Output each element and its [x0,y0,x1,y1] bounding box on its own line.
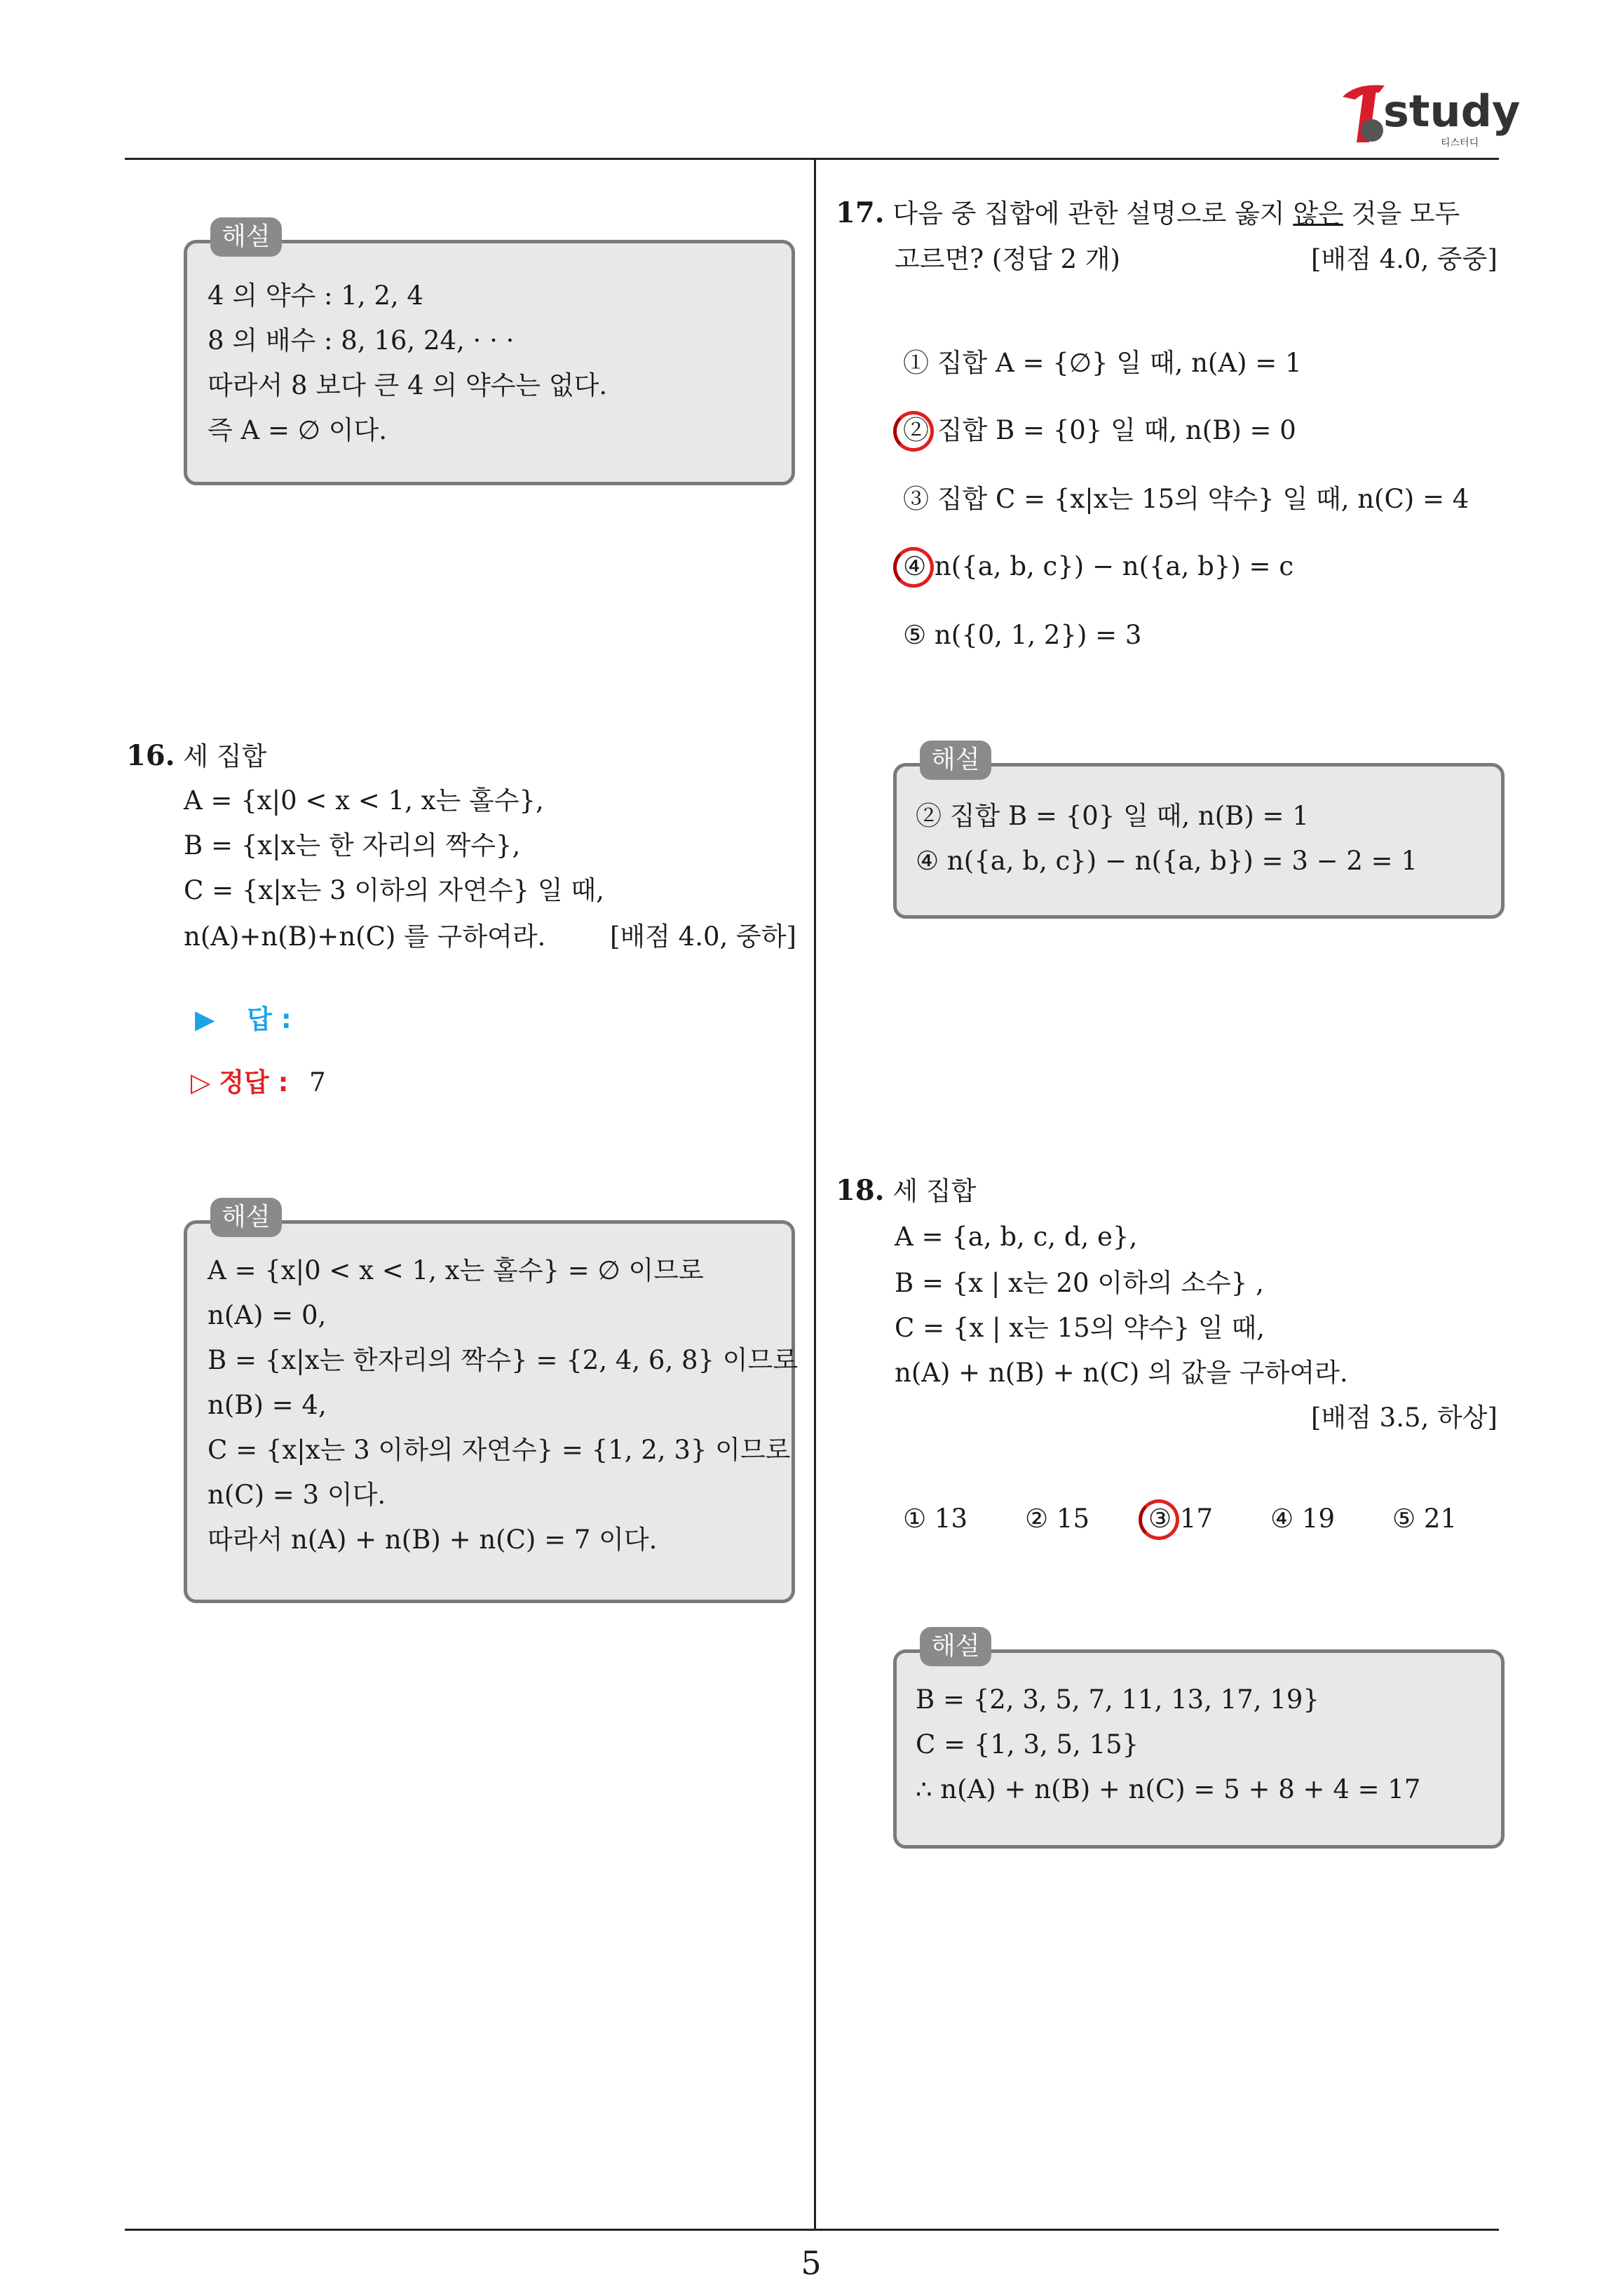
question-line: C = {x|x는 3 이하의 자연수} 일 때, [184,875,604,905]
question-title: 세 집합 [183,741,267,771]
explanation-line: 8 의 배수 : 8, 16, 24, · · · [208,325,515,356]
svg-text:티스터디: 티스터디 [1441,137,1479,149]
choice-3: ③ 집합 C = {x|x는 15의 약수} 일 때, n(C) = 4 [903,484,1469,514]
question-number: 16. [126,739,175,772]
correct-answer-row [191,1066,326,1100]
choice-2: ② 집합 B = {0} 일 때, n(B) = 0 [903,415,1296,445]
selected-mark-icon [893,411,934,452]
explanation-line: B = {x|x는 한자리의 짝수} = {2, 4, 6, 8} 이므로 [208,1345,799,1375]
explanation-line: n(B) = 4, [208,1390,327,1420]
explanation-tag: 해설 [920,1627,991,1666]
question-line: n(A) + n(B) + n(C) 의 값을 구하여라. [895,1358,1348,1388]
selected-mark-icon [893,547,934,588]
logo-mark-icon [1336,76,1521,153]
explanation-line: 따라서 8 보다 큰 4 의 약수는 없다. [208,370,608,400]
explanation-tag: 해설 [210,217,282,257]
question-text-pre: 다음 중 집합에 관한 설명으로 옳지 [892,198,1293,229]
choice-2: ② 15 [1025,1504,1090,1534]
explanation-line: 즉 A = ∅ 이다. [208,415,387,445]
question-line: 고르면? (정답 2 개) [895,244,1120,274]
explanation-line: 따라서 n(A) + n(B) + n(C) = 7 이다. [208,1525,658,1555]
explanation-tag: 해설 [210,1198,282,1237]
question-line: A = {x|0 < x < 1, x는 홀수}, [184,785,544,816]
question-score: [배점 4.0, 중하] [610,921,796,952]
question-number: 17. [836,196,885,229]
choice-1: ① 13 [903,1504,968,1534]
choice-3: ③ 17 [1148,1504,1214,1534]
correct-label: 정답 : [219,1067,289,1098]
choice-4: ④ 19 [1270,1504,1336,1534]
explanation-line: ∴ n(A) + n(B) + n(C) = 5 + 8 + 4 = 17 [916,1774,1421,1804]
explanation-box-15 [184,240,795,485]
header-rule [125,158,1499,160]
explanation-line: n(A) = 0, [208,1300,327,1330]
explanation-tag: 해설 [920,741,991,780]
question-text-post: 것을 모두 [1343,198,1460,229]
question-title: 세 집합 [892,1176,977,1206]
explanation-box-17 [893,763,1505,919]
filled-triangle-icon: ▶ [195,1004,215,1034]
question-number: 18. [836,1174,885,1207]
correct-value: 7 [309,1067,326,1098]
choice-5: ⑤ n({0, 1, 2}) = 3 [903,620,1142,650]
svg-text:study: study [1383,86,1521,137]
question-line: n(A)+n(B)+n(C) 를 구하여라. [184,921,546,952]
answer-label: 답 : [247,1004,292,1034]
explanation-line: A = {x|0 < x < 1, x는 홀수} = ∅ 이므로 [208,1255,704,1285]
question-score: [배점 3.5, 하상] [1311,1403,1498,1433]
outline-triangle-icon: ▷ [191,1067,211,1098]
explanation-line: C = {1, 3, 5, 15} [916,1729,1139,1760]
selected-mark-icon [1139,1499,1179,1540]
answer-row [195,1003,292,1036]
choice-5: ⑤ 21 [1392,1504,1458,1534]
choice-1: ① 집합 A = {∅} 일 때, n(A) = 1 [903,348,1302,378]
question-line: C = {x | x는 15의 약수} 일 때, [895,1313,1265,1343]
explanation-line: 4 의 약수 : 1, 2, 4 [208,281,423,311]
question-score: [배점 4.0, 중중] [1311,244,1498,274]
page-number: 5 [801,2244,822,2282]
question-18-header [836,1174,976,1208]
explanation-line: C = {x|x는 3 이하의 자연수} = {1, 2, 3} 이므로 [208,1435,791,1465]
question-17-header [836,196,1460,231]
question-16-header [126,739,266,774]
question-text-underlined: 않은 [1293,198,1343,229]
question-line: A = {a, b, c, d, e}, [895,1222,1138,1252]
explanation-line: n(C) = 3 이다. [208,1480,386,1510]
column-divider [814,160,816,2229]
tstudy-logo [1336,76,1521,153]
footer-rule [125,2229,1499,2231]
explanation-line: ④ n({a, b, c}) − n({a, b}) = 3 − 2 = 1 [916,846,1418,876]
explanation-line: B = {2, 3, 5, 7, 11, 13, 17, 19} [916,1684,1319,1715]
question-line: B = {x | x는 20 이하의 소수} , [895,1268,1264,1298]
choice-4: ④ n({a, b, c}) − n({a, b}) = c [903,551,1294,581]
question-line: B = {x|x는 한 자리의 짝수}, [184,830,521,860]
explanation-line: ② 집합 B = {0} 일 때, n(B) = 1 [916,801,1309,831]
